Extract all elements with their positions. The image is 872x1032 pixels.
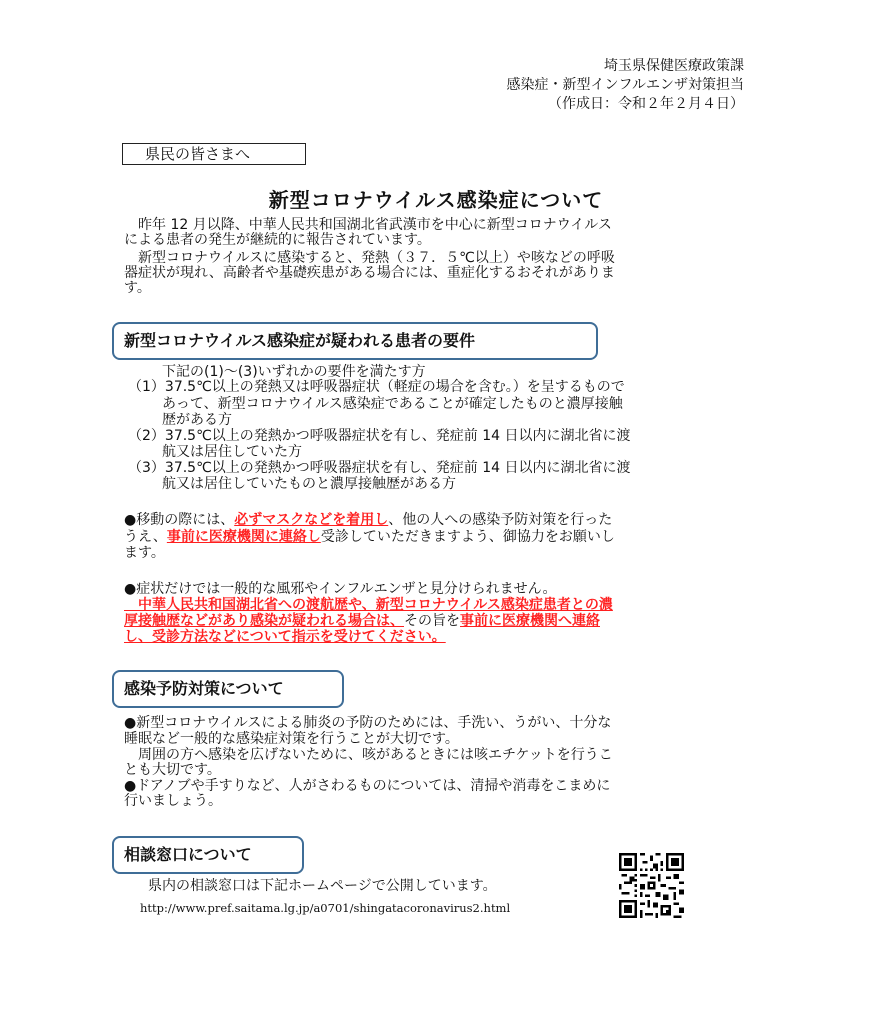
header-section: 感染症・新型インフルエンザ対策担当 — [506, 77, 744, 93]
notice-text: その旨を — [404, 613, 460, 629]
intro-line: 器症状が現れ、高齢者や基礎疾患がある場合には、重症化するおそれがありま — [124, 265, 615, 281]
notice-line — [124, 530, 615, 545]
intro-line: 昨年 12 月以降、中華人民共和国湖北省武漢市を中心に新型コロナウイルス — [124, 217, 612, 233]
notice-line — [124, 513, 612, 528]
requirement-item-cont: あって、新型コロナウイルス感染症であることが確定したものと濃厚接触 — [162, 396, 623, 412]
header-date: （作成日：令和２年２月４日） — [548, 96, 744, 112]
section-heading-consultation: 相談窓口について — [112, 836, 304, 874]
intro-line: 新型コロナウイルスに感染すると、発熱（３７．５℃以上）や咳などの呼吸 — [124, 250, 615, 266]
notice-text: 、他の人への感染予防対策を行った — [388, 512, 613, 528]
notice-text: 受診していただきますよう、御協力をお願いし — [320, 529, 615, 545]
requirement-item: （1）37.5℃以上の発熱又は呼吸器症状（軽症の場合を含む。）を呈するもので — [128, 379, 625, 395]
prevention-line: 周囲の方へ感染を広げないために、咳があるときには咳エチケットを行うこ — [124, 747, 613, 763]
section-heading-prevention: 感染予防対策について — [112, 670, 344, 708]
prevention-line: 睡眠など一般的な感染症対策を行うことが大切です。 — [124, 731, 459, 747]
intro-line: による患者の発生が継続的に報告されています。 — [124, 232, 431, 248]
notice-line — [124, 614, 600, 629]
notice-line: ●症状だけでは一般的な風邪やインフルエンザと見分けられません。 — [124, 581, 557, 597]
requirement-item-cont: 歴がある方 — [162, 412, 232, 428]
requirement-item: （2）37.5℃以上の発熱かつ呼吸器症状を有し、発症前 14 日以内に湖北省に渡 — [128, 428, 631, 444]
addressee-box: 県民の皆さまへ — [122, 143, 306, 165]
notice-emphasis: 事前に医療機関に連絡し — [166, 529, 321, 545]
notice-emphasis: 必ずマスクなどを着用し — [234, 512, 389, 528]
notice-text: うえ、 — [124, 529, 167, 545]
requirement-item: （3）37.5℃以上の発熱かつ呼吸器症状を有し、発症前 14 日以内に湖北省に渡 — [128, 460, 631, 476]
page-title: 新型コロナウイルス感染症について — [268, 188, 604, 212]
consultation-url-link[interactable]: http://www.pref.saitama.lg.jp/a0701/shingatacoronavirus2.html — [140, 901, 511, 915]
prevention-line: とも大切です。 — [124, 762, 221, 778]
notice-emphasis: 中華人民共和国湖北省への渡航歴や、新型コロナウイルス感染症患者との濃 — [124, 597, 613, 613]
consultation-text: 県内の相談窓口は下記ホームページで公開しています。 — [148, 878, 497, 894]
prevention-line: 行いましょう。 — [124, 793, 222, 809]
qr-code-icon — [614, 853, 689, 918]
notice-line: ます。 — [124, 545, 165, 561]
notice-text: ●移動の際には、 — [124, 512, 235, 528]
intro-line: す。 — [124, 280, 151, 296]
prevention-line: ●ドアノブや手すりなど、人がさわるものについては、清掃や消毒をこまめに — [124, 778, 611, 794]
notice-emphasis: 事前に医療機関へ連絡 — [460, 613, 600, 629]
requirement-item-cont: 航又は居住していたものと濃厚接触歴がある方 — [162, 476, 456, 492]
notice-emphasis: 厚接触歴などがあり感染が疑われる場合は、 — [124, 613, 404, 629]
notice-emphasis: し、受診方法などについて指示を受けてください。 — [124, 629, 446, 645]
requirement-item-cont: 航又は居住していた方 — [162, 444, 302, 460]
prevention-line: ●新型コロナウイルスによる肺炎の予防のためには、手洗い、うがい、十分な — [124, 715, 612, 731]
section-heading-requirements: 新型コロナウイルス感染症が疑われる患者の要件 — [112, 322, 598, 360]
header-dept: 埼玉県保健医療政策課 — [604, 58, 744, 74]
requirements-lead: 下記の(1)～(3)いずれかの要件を満たす方 — [162, 364, 426, 380]
